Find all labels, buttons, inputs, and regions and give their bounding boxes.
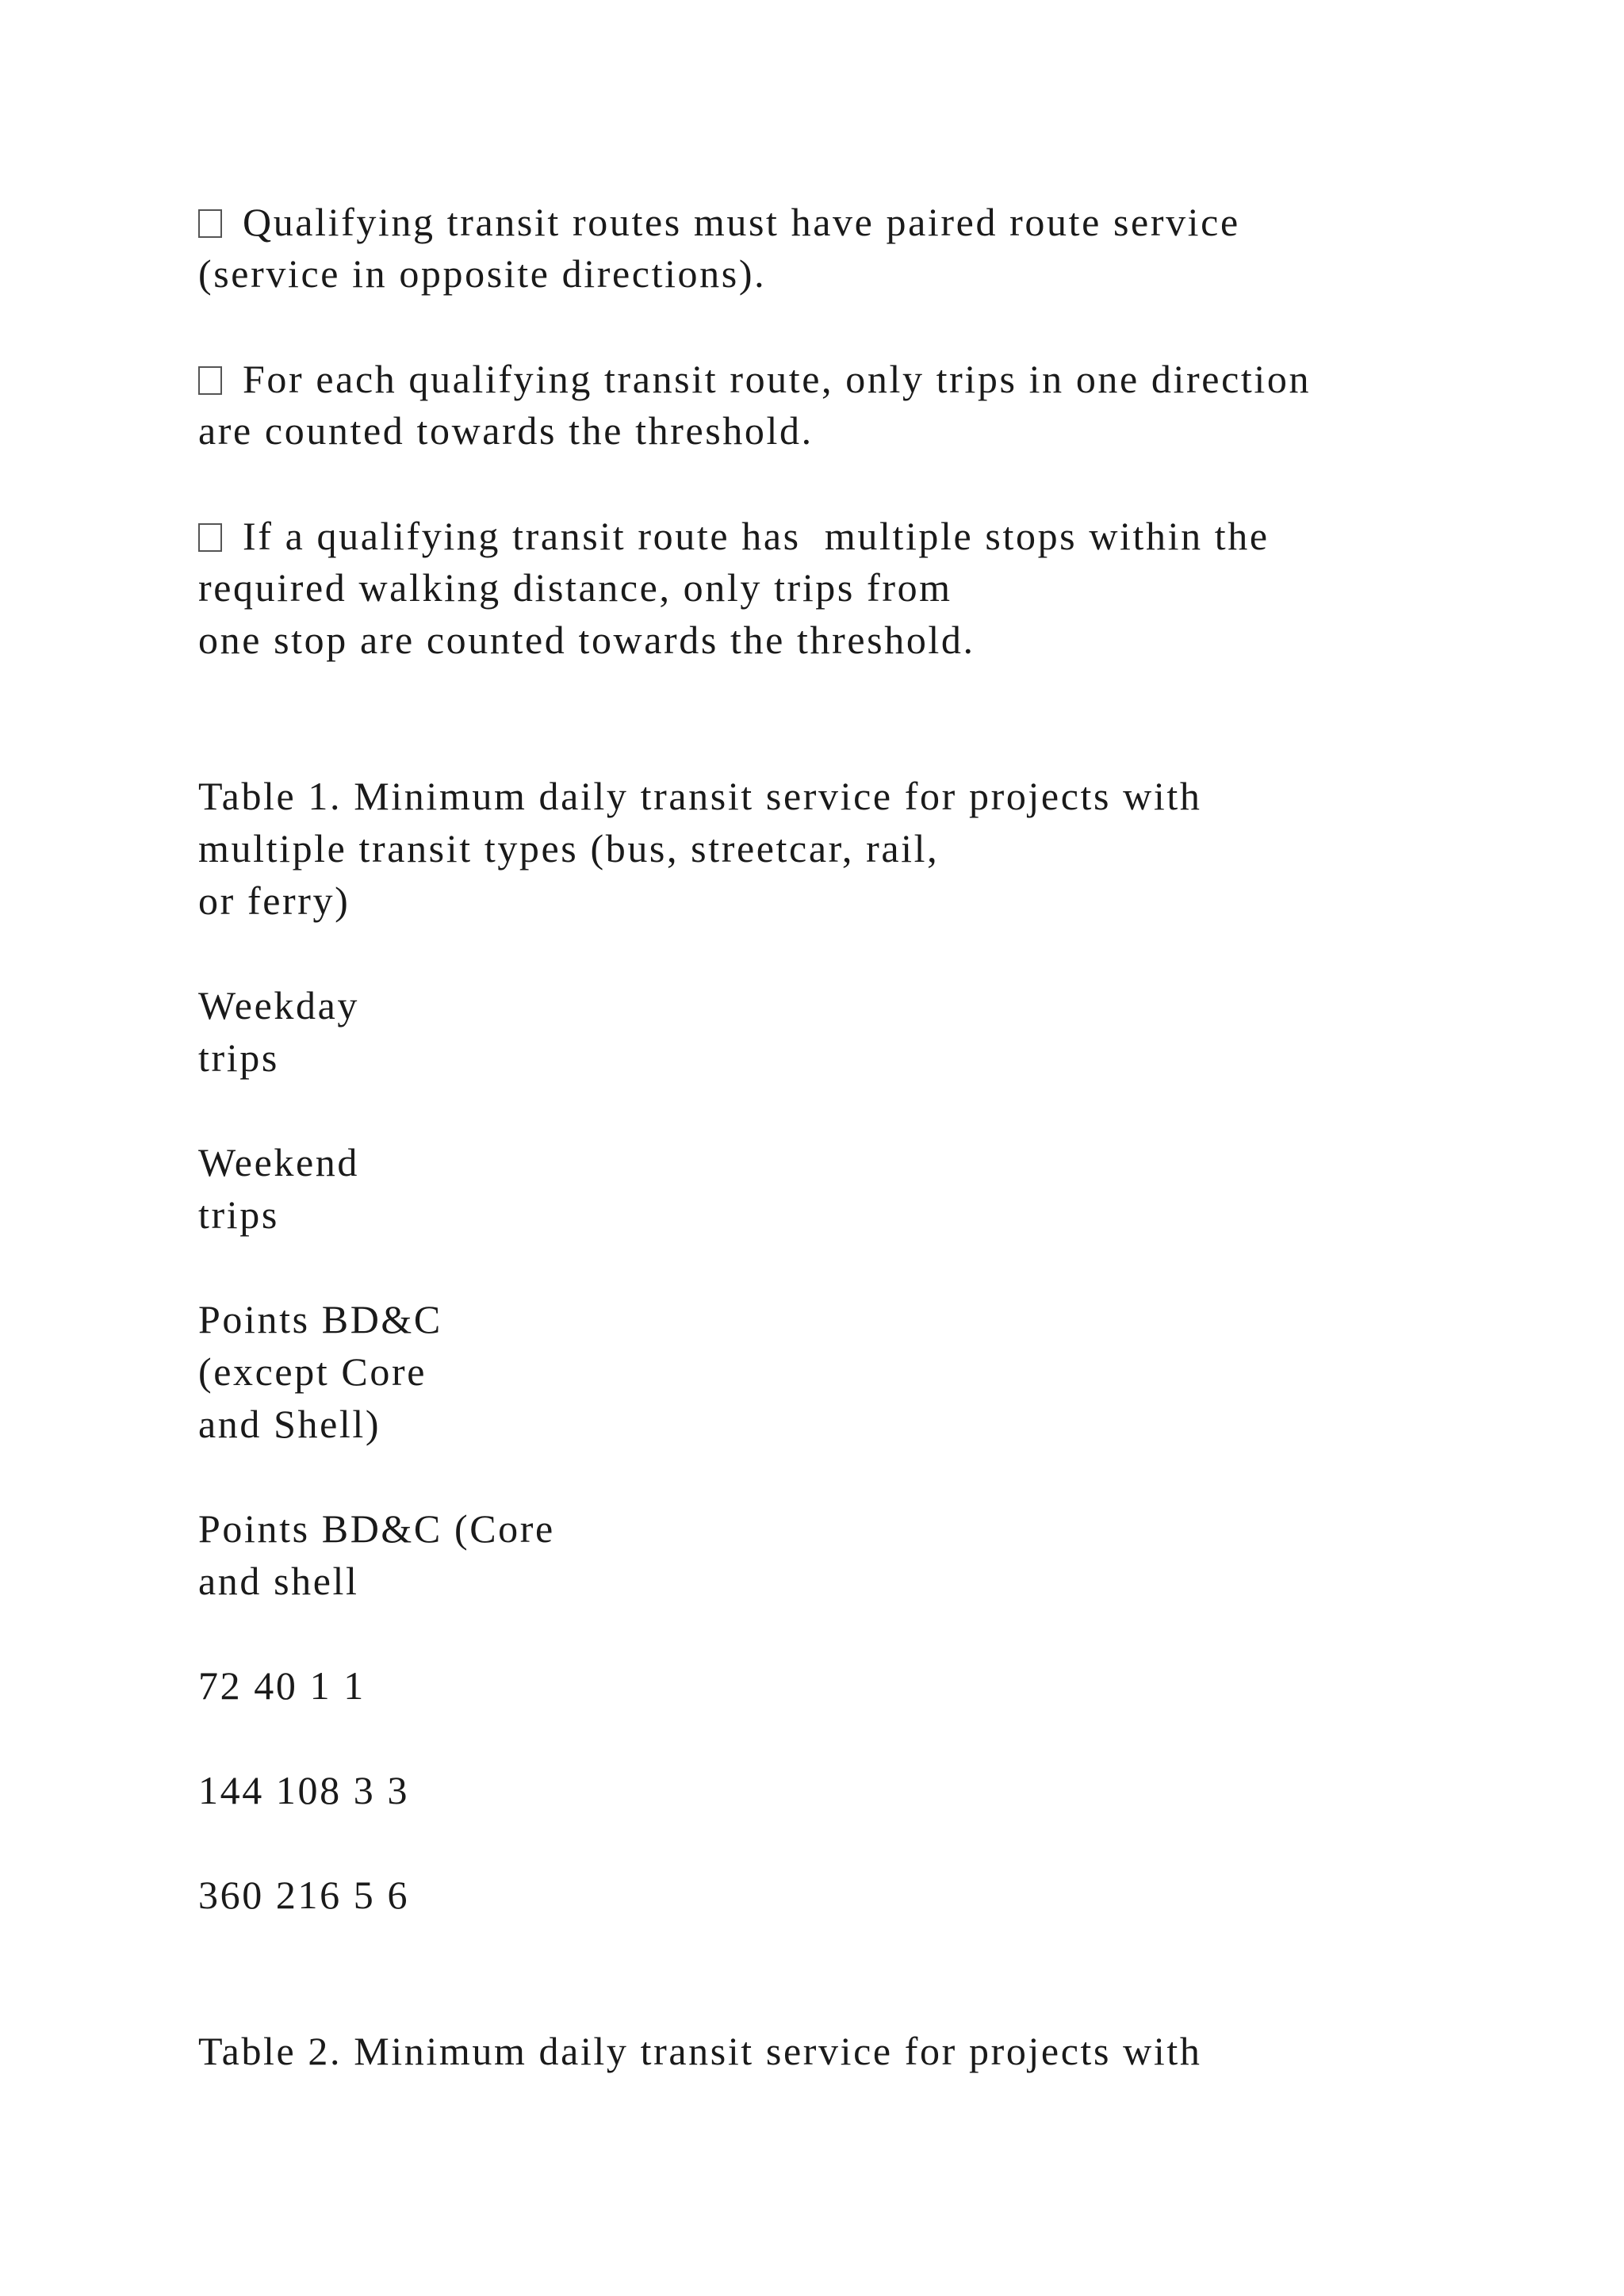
table1-header-weekday-line-2: trips xyxy=(198,1035,279,1080)
bullet-3-line-1: If a qualifying transit route has multiple stops within the xyxy=(198,512,1270,560)
table1-header-weekend-line-1: Weekend xyxy=(198,1140,359,1184)
bullet-2-line-1: For each qualifying transit route, only trips in one direction xyxy=(198,355,1311,403)
bullet-box-icon xyxy=(198,209,222,238)
table1-header-weekday-line-1: Weekday xyxy=(198,983,359,1027)
table1-caption-line-3: or ferry) xyxy=(198,878,350,923)
table1-header-points-core-line-2: and shell xyxy=(198,1559,359,1603)
bullet-3-line-3: one stop are counted towards the threshold. xyxy=(198,618,975,662)
table1-header-points-line-2: (except Core xyxy=(198,1349,427,1394)
bullet-box-icon xyxy=(198,523,222,552)
bullet-1-line-1: Qualifying transit routes must have paired route service xyxy=(198,198,1240,246)
table1-row-3: 360 216 5 6 xyxy=(198,1873,410,1917)
table1-header-points-line-1: Points BD&C xyxy=(198,1297,442,1341)
bullet-3-line-2: required walking distance, only trips from xyxy=(198,565,952,610)
bullet-1-line-2: (service in opposite directions). xyxy=(198,251,767,296)
table1-row-2: 144 108 3 3 xyxy=(198,1768,410,1812)
table1-caption-line-2: multiple transit types (bus, streetcar, rail, xyxy=(198,826,940,871)
table1-header-points-line-3: and Shell) xyxy=(198,1402,381,1446)
bullet-box-icon xyxy=(198,366,222,395)
table1-header-points-core-line-1: Points BD&C (Core xyxy=(198,1506,555,1551)
table1-row-1: 72 40 1 1 xyxy=(198,1663,366,1708)
table1-caption-line-1: Table 1. Minimum daily transit service for projects with xyxy=(198,774,1202,818)
table1-header-weekend-line-2: trips xyxy=(198,1192,279,1237)
table2-caption-line-1: Table 2. Minimum daily transit service for projects with xyxy=(198,2029,1202,2073)
bullet-2-line-2: are counted towards the threshold. xyxy=(198,408,814,453)
